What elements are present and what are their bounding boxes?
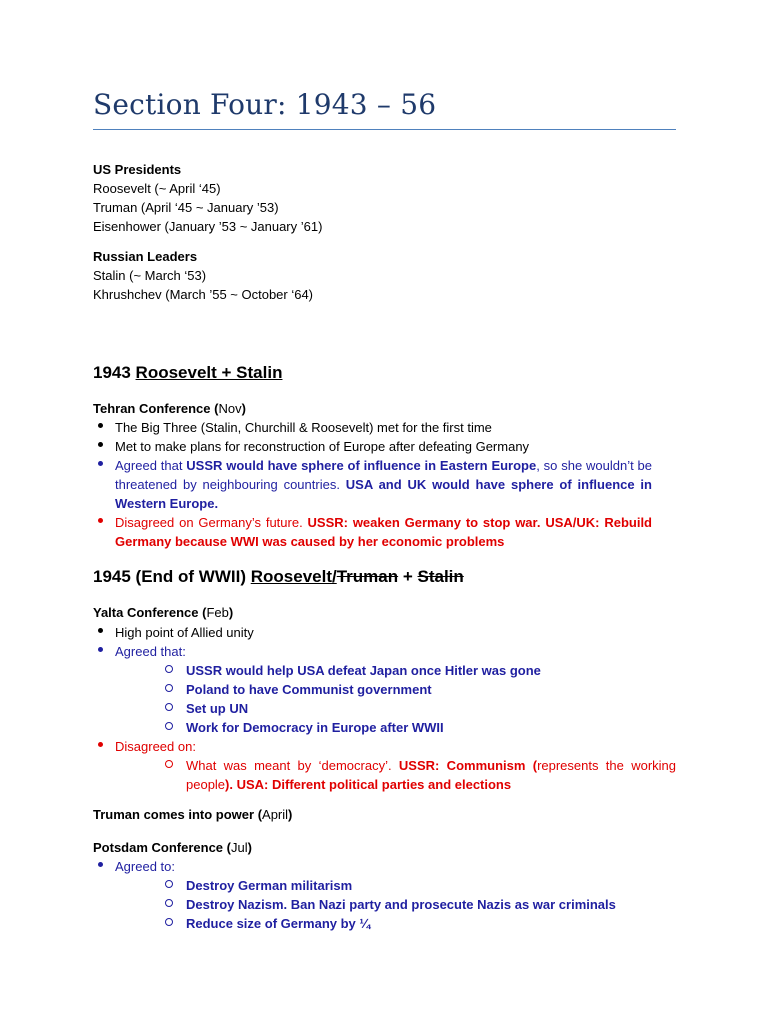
president-item: Roosevelt (~ April ‘45) — [93, 181, 221, 196]
bullet-icon — [95, 737, 105, 752]
conference-month: Nov — [218, 401, 242, 416]
president-item: Eisenhower (January ’53 ~ January ’61) — [93, 219, 323, 234]
leader-item: Stalin (~ March ‘53) — [93, 268, 207, 283]
bullet-icon — [95, 623, 105, 638]
bullet-icon — [95, 513, 105, 528]
text-run: , so she wouldn’t be threatened by neighbouring countries. — [115, 458, 653, 492]
bullet-icon — [95, 857, 105, 872]
list-item-text — [186, 756, 676, 794]
text-run: represents the working people — [186, 758, 676, 792]
title-rule — [93, 129, 676, 130]
leaders-heading: Russian Leaders — [93, 249, 198, 264]
text-run: Agreed that — [115, 458, 187, 473]
sub-list-item — [186, 914, 676, 933]
separator: / — [331, 567, 337, 586]
sub-list-item — [186, 718, 676, 737]
section-leaders: Roosevelt + Stalin — [135, 363, 283, 382]
page-title: Section Four: 1943 – 56 — [93, 88, 437, 121]
circle-bullet-icon — [164, 756, 174, 771]
event-close: ) — [288, 807, 293, 822]
list-item — [115, 513, 652, 551]
president-item: Truman (April ‘45 ~ January ’53) — [93, 200, 279, 215]
conference-name: Yalta Conference ( — [93, 605, 207, 620]
sub-list-item — [186, 756, 676, 794]
bullet-icon — [95, 642, 105, 657]
list-item-text: Set up UN — [186, 701, 249, 716]
section-year: 1943 — [93, 363, 136, 382]
leader-name: Roosevelt — [250, 567, 332, 586]
leader-item: Khrushchev (March ’55 ~ October ‘64) — [93, 287, 314, 302]
list-item-text: Reduce size of Germany by ¼ — [186, 916, 371, 931]
circle-bullet-icon — [164, 680, 174, 695]
bullet-icon — [95, 456, 105, 471]
sub-list-item — [186, 876, 676, 895]
conference-close: ) — [241, 401, 246, 416]
section-year: 1945 (End of WWII) — [93, 567, 251, 586]
sub-list-item — [186, 895, 676, 914]
list-item-text: Destroy Nazism. Ban Nazi party and prosecute Nazis as war criminals — [186, 897, 616, 912]
circle-bullet-icon — [164, 914, 174, 929]
list-item-text — [115, 456, 652, 513]
list-item-text: Agreed that: — [115, 644, 186, 659]
list-item — [115, 437, 675, 456]
list-item — [115, 418, 675, 437]
list-item — [115, 642, 675, 661]
list-item — [115, 456, 652, 513]
list-item-text: Work for Democracy in Europe after WWII — [186, 720, 444, 735]
list-item-text: Met to make plans for reconstruction of Europe after defeating Germany — [115, 439, 530, 454]
leader-name: Stalin — [417, 567, 464, 586]
circle-bullet-icon — [164, 699, 174, 714]
bullet-icon — [95, 437, 105, 452]
list-item-text: Disagreed on: — [115, 739, 196, 754]
list-item-text: USSR would help USA defeat Japan once Hitler was gone — [186, 663, 541, 678]
section-1943-heading — [93, 362, 282, 384]
text-run: ). USA: Different political parties and elections — [225, 777, 512, 792]
list-item-text: Poland to have Communist government — [186, 682, 432, 697]
conference-close: ) — [228, 605, 234, 620]
conference-name: Potsdam Conference ( — [93, 840, 231, 855]
separator: + — [398, 567, 418, 586]
presidents-heading: US Presidents — [93, 162, 182, 177]
conference-close: ) — [247, 840, 252, 855]
circle-bullet-icon — [164, 895, 174, 910]
circle-bullet-icon — [164, 661, 174, 676]
text-run: What was meant by ‘democracy’. — [186, 758, 399, 773]
sub-list-item — [186, 680, 676, 699]
list-item-text: High point of Allied unity — [115, 625, 254, 640]
bullet-icon — [95, 418, 105, 433]
sub-list-item — [186, 661, 676, 680]
list-item-text: Agreed to: — [115, 859, 175, 874]
circle-bullet-icon — [164, 718, 174, 733]
text-run: USSR would have sphere of influence in Eastern Europe — [186, 458, 537, 473]
tehran-heading — [93, 399, 246, 418]
potsdam-heading — [93, 838, 252, 857]
leader-name: Truman — [336, 567, 399, 586]
truman-heading — [93, 805, 292, 824]
event-month: April — [262, 807, 289, 822]
conference-name: Tehran Conference ( — [93, 401, 219, 416]
list-item-text — [115, 513, 652, 551]
yalta-heading — [93, 603, 233, 622]
list-item-text: Destroy German militarism — [186, 878, 353, 893]
text-run: USA and UK would have sphere of influence in Western Europe. — [115, 477, 652, 511]
text-run: USSR: Communism ( — [398, 758, 538, 773]
sub-list-item — [186, 699, 676, 718]
text-run: Disagreed on Germany’s future. — [115, 515, 308, 530]
section-1945-heading — [93, 566, 464, 588]
event-name: Truman comes into power ( — [93, 807, 263, 822]
list-item — [115, 857, 675, 876]
circle-bullet-icon — [164, 876, 174, 891]
list-item — [115, 623, 675, 642]
conference-month: Feb — [206, 605, 229, 620]
conference-month: Jul — [230, 840, 248, 855]
list-item — [115, 737, 675, 756]
list-item-text: The Big Three (Stalin, Churchill & Roosevelt) met for the first time — [115, 420, 492, 435]
text-run: USSR: weaken Germany to stop war. USA/UK: Rebuild Germany because WWI was caused by her economic problems — [115, 515, 652, 549]
